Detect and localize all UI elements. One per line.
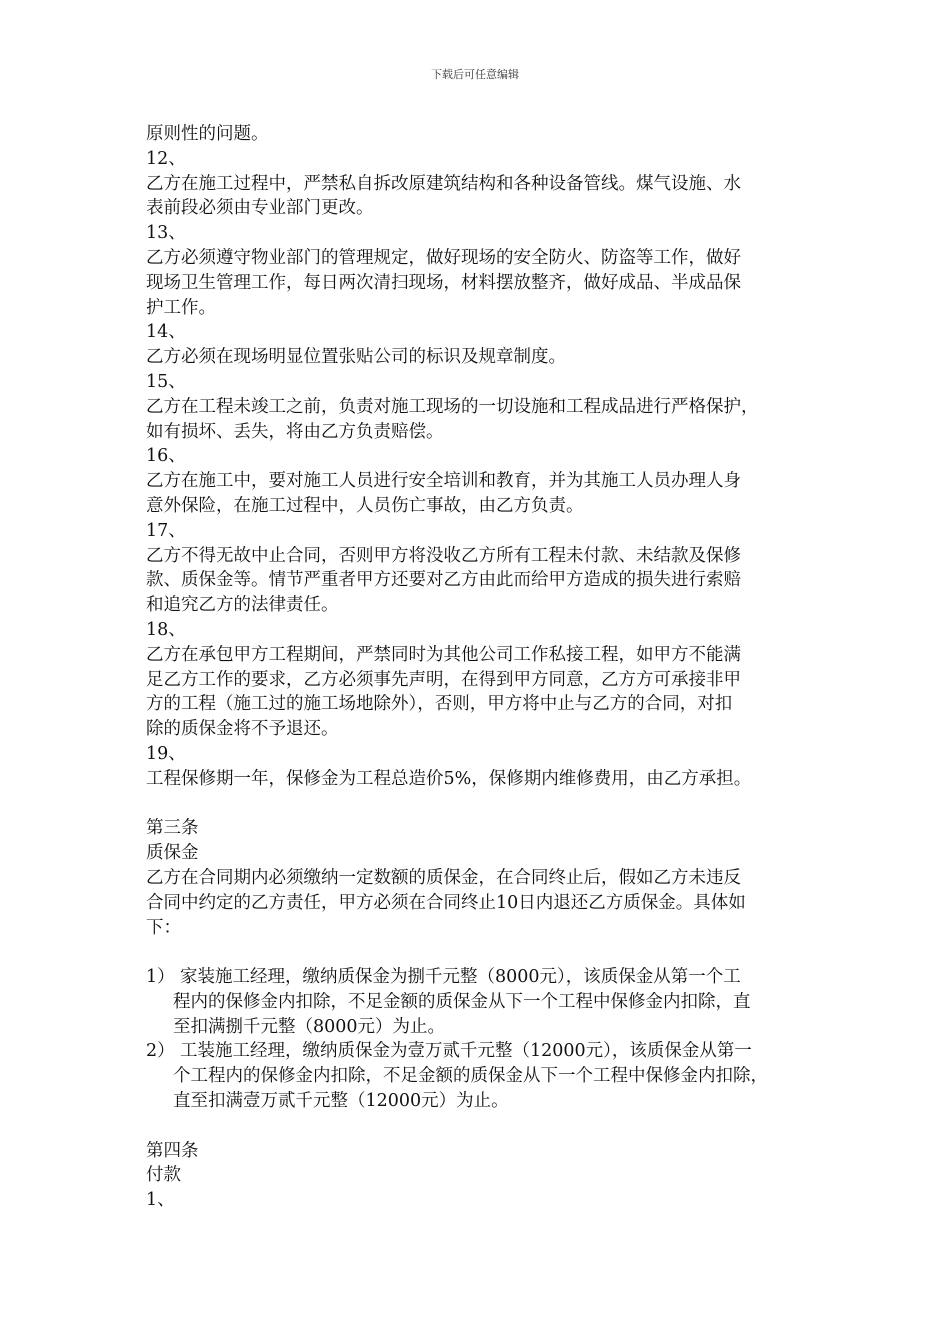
text-line: 款、质保金等。情节严重者甲方还要对乙方由此而给甲方造成的损失进行索赔 (146, 570, 741, 591)
text-line: 乙方必须遵守物业部门的管理规定，做好现场的安全防火、防盗等工作，做好 (146, 247, 741, 268)
text-line: 乙方在施工中，要对施工人员进行安全培训和教育，并为其施工人员办理人身 (146, 471, 741, 492)
text-line: 工程保修期一年，保修金为工程总造价5%，保修期内维修费用，由乙方承担。 (146, 768, 752, 789)
spacer (146, 792, 822, 817)
text-line: 原则性的问题。 (146, 124, 269, 144)
text-line: 合同中约定的乙方责任，甲方必须在合同终止10日内退还乙方质保金。具体如 (146, 892, 746, 913)
clause-number-1: 1、 (146, 1190, 175, 1211)
article-3 (146, 816, 822, 1114)
list-marker: 1） (146, 967, 175, 988)
text-line: 个工程内的保修金内扣除，不足金额的质保金从下一个工程中保修金内扣除， (173, 1066, 768, 1087)
text-line: 意外保险，在施工过程中，人员伤亡事故，由乙方负责。 (146, 495, 584, 516)
page-header: 下载后可任意编辑 (431, 68, 519, 81)
text-line: 乙方在工程未竣工之前，负责对施工现场的一切设施和工程成品进行严格保护， (146, 396, 759, 417)
clause-number-13: 13、 (146, 223, 186, 244)
clause-number-18: 18、 (146, 619, 186, 640)
article-3-title: 第三条 (146, 818, 199, 839)
article-4-subtitle: 付款 (146, 1165, 181, 1186)
text-line: 工装施工经理，缴纳质保金为壹万贰千元整（12000元），该质保金从第一 (180, 1041, 752, 1062)
spacer (146, 940, 822, 965)
spacer (146, 1114, 822, 1139)
text-line: 如有损坏、丢失，将由乙方负责赔偿。 (146, 421, 444, 442)
list-item (146, 965, 822, 1039)
clause-number-12: 12、 (146, 148, 186, 169)
article-4 (146, 1139, 822, 1213)
clause-number-19: 19、 (146, 743, 186, 764)
text-line: 乙方必须在现场明显位置张贴公司的标识及规章制度。 (146, 347, 566, 368)
clause-number-17: 17、 (146, 520, 186, 541)
article-4-title: 第四条 (146, 1140, 199, 1161)
text-line: 下： (146, 917, 181, 938)
article-3-subtitle: 质保金 (146, 843, 199, 864)
text-line: 乙方不得无故中止合同，否则甲方将没收乙方所有工程未付款、未结款及保修 (146, 545, 741, 566)
text-line: 至扣满捌千元整（8000元）为止。 (173, 1016, 446, 1037)
text-line: 方的工程（施工过的施工场地除外），否则，甲方将中止与乙方的合同，对扣 (146, 694, 733, 715)
list-marker: 2） (146, 1041, 175, 1062)
text-line: 护工作。 (146, 297, 216, 318)
text-line: 程内的保修金内扣除，不足金额的质保金从下一个工程中保修金内扣除，直 (173, 991, 751, 1012)
text-line: 乙方在合同期内必须缴纳一定数额的质保金，在合同终止后，假如乙方未违反 (146, 867, 741, 888)
clause-list (146, 122, 822, 792)
text-line: 除的质保金将不予退还。 (146, 719, 339, 740)
list-item (146, 1039, 822, 1113)
text-line: 表前段必须由专业部门更改。 (146, 198, 374, 219)
text-line: 和追究乙方的法律责任。 (146, 595, 339, 616)
text-line: 乙方在施工过程中，严禁私自拆改原建筑结构和各种设备管线。煤气设施、水 (146, 173, 741, 194)
text-line: 足乙方工作的要求，乙方必须事先声明，在得到甲方同意，乙方方可承接非甲 (146, 669, 741, 690)
clause-number-15: 15、 (146, 371, 186, 392)
text-line: 乙方在承包甲方工程期间，严禁同时为其他公司工作私接工程，如甲方不能满 (146, 644, 741, 665)
text-line: 现场卫生管理工作，每日两次清扫现场，材料摆放整齐，做好成品、半成品保 (146, 272, 741, 293)
text-line: 家装施工经理，缴纳质保金为捌千元整（8000元），该质保金从第一个工 (180, 967, 741, 988)
document-body (146, 122, 822, 1213)
clause-number-16: 16、 (146, 446, 186, 467)
clause-number-14: 14、 (146, 322, 186, 343)
text-line: 直至扣满壹万贰千元整（12000元）为止。 (173, 1091, 509, 1112)
